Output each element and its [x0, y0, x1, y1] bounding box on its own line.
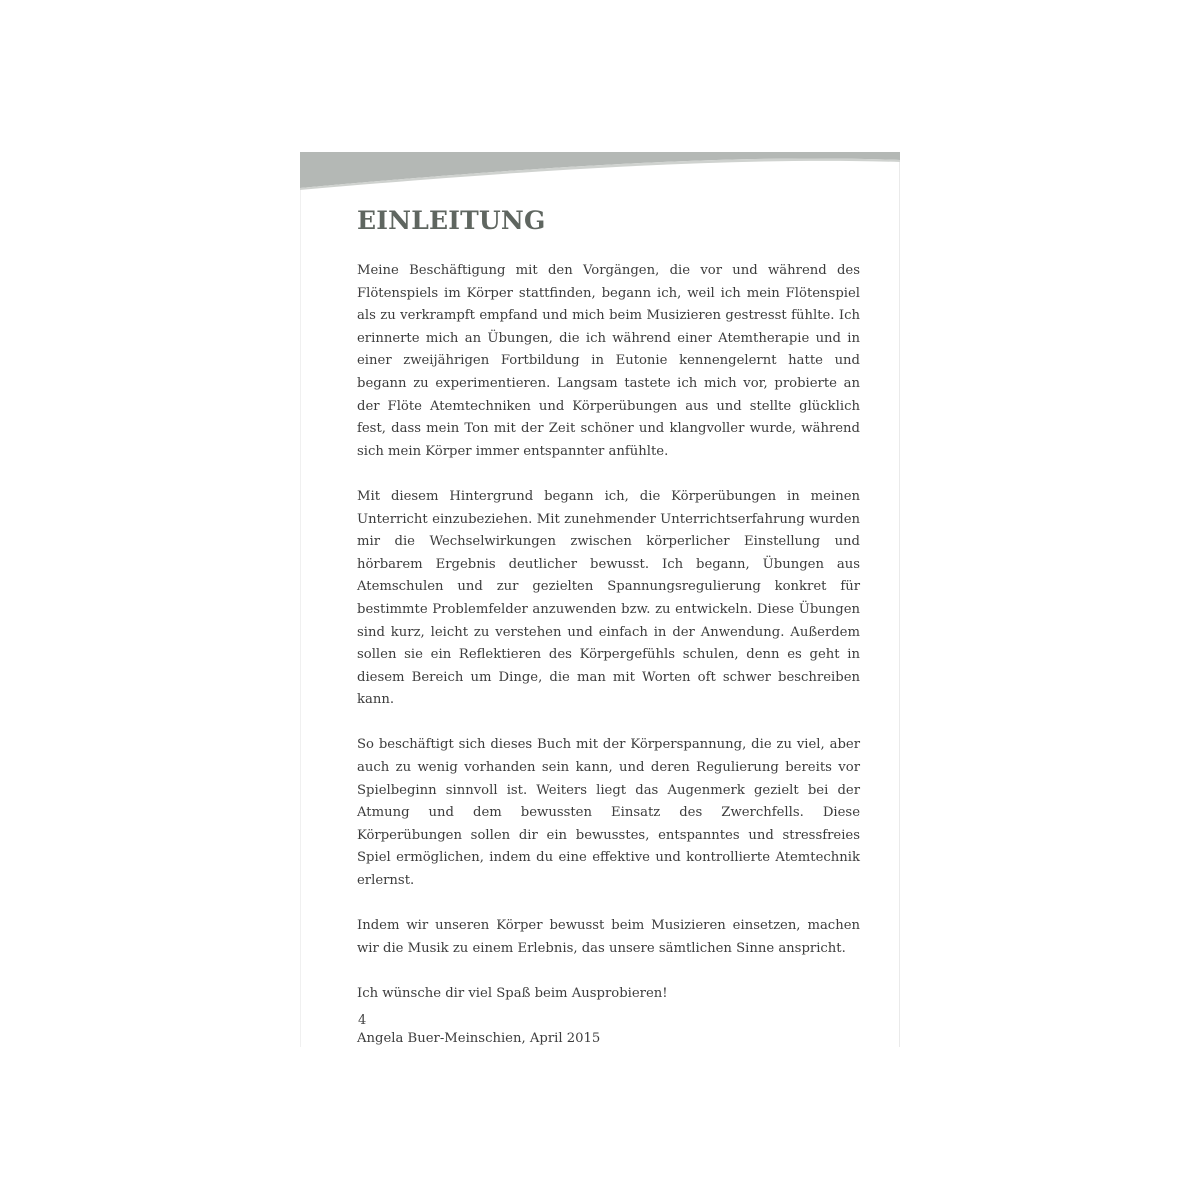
paragraph-1: Meine Beschäftigung mit den Vorgängen, die vor und während des Flötenspiels im Körper stattfinden, begann ich, weil ich mein Flötenspiel als zu verkrampft empfand und mich beim Musizieren gestresst fühlte. Ich erinnerte mich an Übungen, die ich während einer Atemtherapie und in einer zweijährigen Fortbildung in Eutonie kennengelernt hatte und begann zu experimentieren. Langsam tastete ich mich vor, probierte an der Flöte Atemtechniken und Körperübungen aus und stellte glücklich fest, dass mein Ton mit der Zeit schöner und klangvoller wurde, während sich mein Körper immer entspannter anfühlte. [357, 263, 860, 459]
body-text [357, 260, 860, 1047]
paragraph-3: So beschäftigt sich dieses Buch mit der Körperspannung, die zu viel, aber auch zu wenig vorhanden sein kann, und deren Regulierung bereits vor Spielbeginn sinnvoll ist. Weiters liegt das Augenmerk gezielt bei der Atmung und dem bewussten Einsatz des Zwerchfells. Diese Körperübungen sollen dir ein bewusstes, entspanntes und stressfreies Spiel ermöglichen, indem du eine effektive und kontrollierte Atemtechnik erlernst. [357, 737, 860, 889]
book-page [300, 152, 900, 1047]
page-number: 4 [358, 1013, 367, 1028]
author-signature-line: Angela Buer-Meinschien, April 2015 [357, 1031, 601, 1047]
paragraph-4: Indem wir unseren Körper bewusst beim Musizieren einsetzen, machen wir die Musik zu einem Erlebnis, das unsere sämtlichen Sinne anspricht. [357, 918, 860, 956]
decorative-header-band [300, 152, 900, 192]
paragraph-2: Mit diesem Hintergrund begann ich, die Körperübungen in meinen Unterricht einzubeziehen. Mit zunehmender Unterrichtserfahrung wurden mir die Wechselwirkungen zwischen körperlicher Einstellung und hörbarem Ergebnis deutlicher bewusst. Ich begann, Übungen aus Atemschulen und zur gezielten Spannungsregulierung konkret für bestimmte Problemfelder anzuwenden bzw. zu entwickeln. Diese Übungen sind kurz, leicht zu verstehen und einfach in der Anwendung. Außerdem sollen sie ein Reflektieren des Körpergefühls schulen, denn es geht in diesem Bereich um Dinge, die man mit Worten oft schwer beschreiben kann. [357, 488, 860, 708]
closing-wish: Ich wünsche dir viel Spaß beim Ausprobieren! [357, 986, 668, 1001]
chapter-title: EINLEITUNG [357, 206, 546, 235]
